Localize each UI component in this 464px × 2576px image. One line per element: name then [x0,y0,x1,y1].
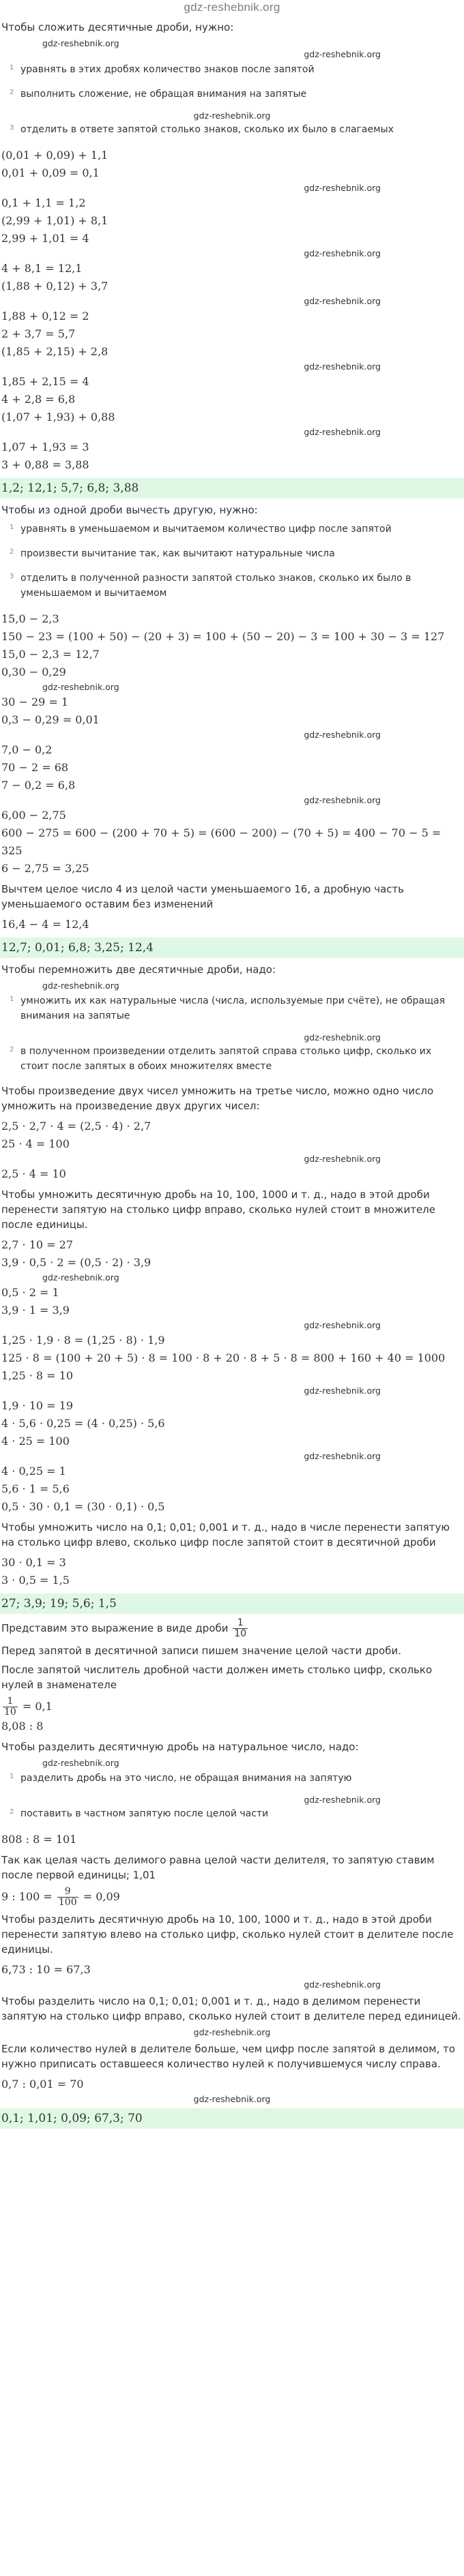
math-line: 7,0 − 0,2 [1,743,53,756]
math-line: 3 + 0,88 = 3,88 [1,458,89,471]
watermark: gdz-reshebnik.org [304,1795,381,1805]
math-line: 600 − 275 = 600 − (200 + 70 + 5) = (600 − 200) − (70 + 5) = 400 − 70 − 5 = 325 [1,826,441,857]
math-line: 1,88 + 0,12 = 2 [1,310,89,323]
watermark: gdz-reshebnik.org [304,1386,381,1396]
math-line: (1,88 + 0,12) + 3,7 [1,280,108,293]
math-line: 16,4 − 4 = 12,4 [1,918,89,931]
math-line: 1,25 · 1,9 · 8 = (1,25 · 8) · 1,9 [1,1334,165,1347]
math-line: 2,7 · 10 = 27 [1,1238,73,1251]
math-line: 0,1 + 1,1 = 1,2 [1,196,86,209]
expression-result: = 0,09 [83,1890,120,1903]
math-line: 3,9 · 0,5 · 2 = (0,5 · 2) · 3,9 [1,1256,151,1269]
rule-text: Так как целая часть делимого равна целой части делителя, то запятую ставим после первой единицы; 1,01 [1,1854,435,1881]
fraction [57,1887,78,1908]
step-number: 1 [10,64,14,72]
math-line: 2,99 + 1,01 = 4 [1,232,89,245]
expression-prefix: 9 : 100 = [1,1890,53,1903]
watermark: gdz-reshebnik.org [193,2027,271,2037]
rule-text: Если количество нулей в делителе больше, чем цифр после запятой в делимом, то нужно приписать оставшееся количество нулей к получившемуся числу справа. [1,2043,456,2070]
rule-text: Чтобы разделить десятичную дробь на 10, 100, 1000 и т. д., надо в этой дроби перенести запятую влево на столько цифр, сколько нулей стоит в делителе после единицы. [1,1913,454,1956]
step-number: 3 [10,573,14,580]
math-line: 4 · 25 = 100 [1,1435,70,1448]
math-line: 0,3 − 0,29 = 0,01 [1,713,100,726]
step-text: произвести вычитание так, как вычитают натуральные числа [20,548,335,559]
step-item [1,62,463,77]
step-number: 2 [10,1046,14,1053]
watermark: gdz-reshebnik.org [304,1451,381,1461]
fraction-numerator: 9 [57,1887,78,1898]
math-line: 1,07 + 1,93 = 3 [1,440,89,453]
math-line: 8,08 : 8 [1,1720,44,1733]
watermark: gdz-reshebnik.org [42,682,119,692]
step-text: умножить их как натуральные числа (числа, используемые при счёте), не обращая внимания на запятые [20,995,446,1021]
watermark: gdz-reshebnik.org [304,1979,381,1990]
math-line: 808 : 8 = 101 [1,1833,77,1846]
step-item [1,1044,463,1074]
step-item [1,522,463,537]
rule-text: Перед запятой в десятичной записи пишем значение целой части дроби. [1,1645,401,1657]
watermark: gdz-reshebnik.org [304,730,381,740]
answer-box: 0,1; 1,01; 0,09; 67,3; 70 [0,2108,464,2129]
math-line: 7 − 0,2 = 6,8 [1,779,76,792]
site-logo[interactable]: gdz-reshebnik.org [184,1,280,14]
watermark: gdz-reshebnik.org [304,361,381,372]
step-text: в полученном произведении отделить запятой справа столько цифр, сколько их стоит после запятых в обоих множителях вместе [20,1046,432,1072]
math-line: 5,6 · 1 = 5,6 [1,1482,70,1495]
steps-list [1,522,463,601]
steps-list [1,993,463,1074]
step-item [1,571,463,601]
math-line: 4 + 8,1 = 12,1 [1,262,83,275]
math-line: 125 · 8 = (100 + 20 + 5) · 8 = 100 · 8 + 20 · 8 + 5 · 8 = 800 + 160 + 40 = 1000 [1,1351,446,1364]
math-line: 0,5 · 2 = 1 [1,1286,59,1299]
math-line: 2,5 · 4 = 10 [1,1167,66,1180]
section-intro: Чтобы из одной дроби вычесть другую, нужно: [1,504,258,516]
fraction [233,1618,248,1639]
step-number: 1 [10,1773,14,1780]
section-intro: Чтобы сложить десятичные дроби, нужно: [1,21,234,33]
step-item [1,87,463,102]
fraction [3,1696,18,1718]
steps-list [1,62,463,137]
fraction-numerator: 1 [233,1618,248,1629]
math-line: 6,00 − 2,75 [1,809,66,822]
fraction-result: = 0,1 [22,1700,53,1713]
math-line: (2,99 + 1,01) + 8,1 [1,214,108,227]
math-line [1,1887,463,1908]
rule-text: После запятой числитель дробной части должен иметь столько цифр, сколько нулей в знаменателе [1,1664,433,1691]
section-intro: Чтобы перемножить две десятичные дроби, надо: [1,963,276,976]
math-line [1,1696,463,1718]
step-item [1,993,463,1023]
watermark: gdz-reshebnik.org [304,1320,381,1330]
watermark: gdz-reshebnik.org [42,1758,119,1768]
math-line: (1,07 + 1,93) + 0,88 [1,410,115,423]
step-number: 2 [10,1808,14,1816]
rule-text: Чтобы произведение двух чисел умножить на третье число, можно одно число умножить на произведение двух других чисел: [1,1085,434,1112]
math-line: 25 · 4 = 100 [1,1137,70,1150]
fraction-denominator: 10 [4,1707,16,1718]
watermark: gdz-reshebnik.org [304,1154,381,1164]
step-number: 1 [10,995,14,1003]
fraction-denominator: 10 [234,1628,247,1639]
step-item [1,1771,463,1786]
section-addition [1,20,463,498]
watermark: gdz-reshebnik.org [304,427,381,437]
section-intro [1,1618,463,1639]
fraction-denominator: 100 [58,1897,77,1908]
site-header [1,0,463,16]
math-line: 2 + 3,7 = 5,7 [1,327,76,340]
step-number: 2 [10,548,14,556]
math-line: 4 · 5,6 · 0,25 = (4 · 0,25) · 5,6 [1,1417,165,1430]
step-text: уравнять в этих дробях количество знаков после запятой [20,64,315,75]
watermark: gdz-reshebnik.org [193,110,271,121]
answer-box: 1,2; 12,1; 5,7; 6,8; 3,88 [0,478,464,498]
section-subtraction [1,503,463,958]
watermark: gdz-reshebnik.org [304,1032,381,1043]
rule-text: Чтобы умножить число на 0,1; 0,01; 0,001 и т. д., надо в числе перенести запятую на столько цифр влево, сколько цифр после запятой стоит в десятичной дроби [1,1521,450,1548]
math-line: 0,5 · 30 · 0,1 = (30 · 0,1) · 0,5 [1,1500,165,1513]
watermark: gdz-reshebnik.org [304,795,381,805]
math-line: 6,73 : 10 = 67,3 [1,1963,91,1976]
step-text: поставить в частном запятую после целой части [20,1808,269,1819]
answer-box: 12,7; 0,01; 6,8; 3,25; 12,4 [0,938,464,958]
math-line: 15,0 − 2,3 = 12,7 [1,648,100,661]
section-note: Вычтем целое число 4 из целой части уменьшаемого 16, а дробную часть уменьшаемого оставим без изменений [1,883,405,910]
math-line: 1,9 · 10 = 19 [1,1399,73,1412]
math-line: 0,30 − 0,29 [1,665,66,678]
section-multiplication [1,962,463,1614]
step-number: 3 [10,124,14,132]
math-line: 70 − 2 = 68 [1,761,69,774]
watermark: gdz-reshebnik.org [42,38,119,48]
step-text: отделить в ответе запятой столько знаков, сколько их было в слагаемых [20,124,394,135]
math-line: 3 · 0,5 = 1,5 [1,1574,70,1587]
watermark: gdz-reshebnik.org [304,49,381,59]
step-item [1,1806,463,1821]
step-number: 1 [10,524,14,531]
math-line: (0,01 + 0,09) + 1,1 [1,149,108,162]
rule-text: Чтобы умножить десятичную дробь на 10, 100, 1000 и т. д., надо в этой дроби перенести запятую на столько цифр вправо, сколько нулей стоит в множителе после единицы. [1,1188,435,1231]
rule-text: Чтобы разделить число на 0,1; 0,01; 0,001 и т. д., надо в делимом перенести запятую на столько цифр вправо, сколько нулей стоит в делителе перед единицей. [1,1995,461,2022]
steps-list [1,1771,463,1821]
watermark: gdz-reshebnik.org [304,183,381,193]
answer-box: 27; 3,9; 19; 5,6; 1,5 [0,1593,464,1614]
rule-text: Чтобы разделить десятичную дробь на натуральное число, надо: [1,1741,359,1753]
step-number: 2 [10,89,14,96]
math-line: 0,7 : 0,01 = 70 [1,2078,84,2091]
watermark: gdz-reshebnik.org [304,296,381,306]
watermark: gdz-reshebnik.org [42,980,119,991]
math-line: 30 − 29 = 1 [1,695,69,708]
watermark: gdz-reshebnik.org [193,2094,271,2104]
section-division [1,1618,463,2129]
fraction-numerator: 1 [3,1696,18,1707]
math-line: 30 · 0,1 = 3 [1,1556,66,1569]
intro-prefix: Представим это выражение в виде дроби [1,1622,229,1634]
math-line: 2,5 · 2,7 · 4 = (2,5 · 4) · 2,7 [1,1120,151,1133]
step-text: отделить в полученной разности запятой столько знаков, сколько их было в уменьшаемом и вычитаемом [20,573,411,599]
step-item [1,546,463,561]
math-line: 4 · 0,25 = 1 [1,1465,66,1478]
math-line: 150 − 23 = (100 + 50) − (20 + 3) = 100 + (50 − 20) − 3 = 100 + 30 − 3 = 127 [1,630,445,643]
step-text: выполнить сложение, не обращая внимания на запятые [20,89,307,100]
math-line: 0,01 + 0,09 = 0,1 [1,166,100,179]
math-line: (1,85 + 2,15) + 2,8 [1,345,108,358]
watermark: gdz-reshebnik.org [304,248,381,258]
step-text: уравнять в уменьшаемом и вычитаемом количество цифр после запятой [20,524,392,535]
math-line: 15,0 − 2,3 [1,612,59,625]
step-text: разделить дробь на это число, не обращая внимания на запятую [20,1773,352,1784]
step-item [1,122,463,137]
math-line: 3,9 · 1 = 3,9 [1,1304,70,1317]
math-line: 6 − 2,75 = 3,25 [1,862,89,875]
math-line: 1,25 · 8 = 10 [1,1369,73,1382]
watermark: gdz-reshebnik.org [42,1272,119,1283]
math-line: 1,85 + 2,15 = 4 [1,375,89,388]
math-line: 4 + 2,8 = 6,8 [1,393,76,406]
